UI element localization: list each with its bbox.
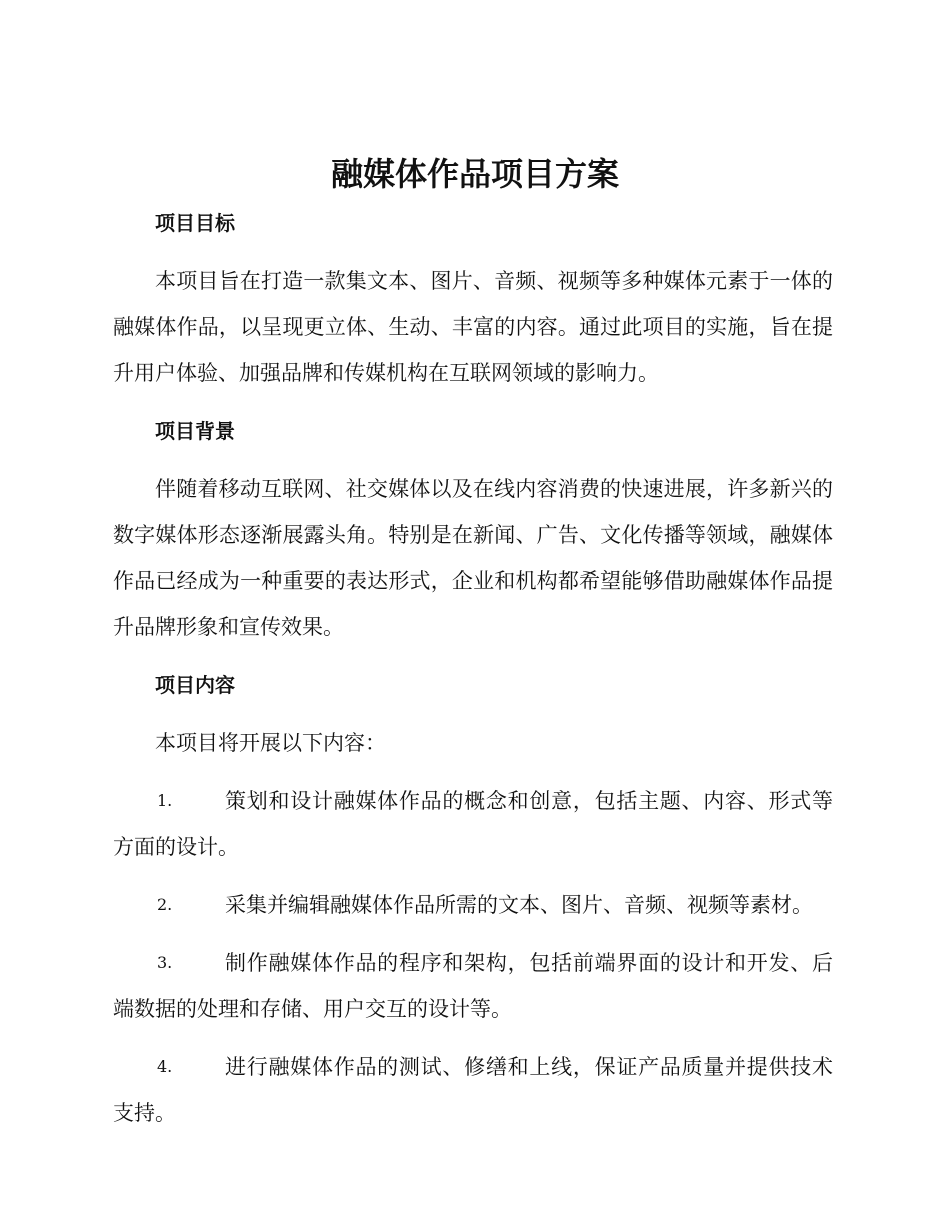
list-item	[113, 1044, 833, 1136]
section-intro-content: 本项目将开展以下内容：	[155, 731, 386, 755]
list-item-text: 策划和设计融媒体作品的概念和创意，包括主题、内容、形式等方面的设计。	[113, 789, 833, 859]
section-paragraph-background: 伴随着移动互联网、社交媒体以及在线内容消费的快速进展，许多新兴的数字媒体形态逐渐展露头角。特别是在新闻、广告、文化传播等领域，融媒体作品已经成为一种重要的表达形式，企业和机构都希望能够借助融媒体作品提升品牌形象和宣传效果。	[113, 477, 833, 639]
list-item-number: 4.	[157, 1057, 173, 1076]
list-item-number: 2.	[157, 895, 173, 914]
list-item-number: 3.	[157, 953, 173, 972]
list-item-number: 1.	[157, 791, 173, 810]
section-heading-background: 项目背景	[155, 419, 235, 443]
list-item	[113, 882, 833, 928]
document-body	[113, 200, 833, 1148]
section-heading-content: 项目内容	[155, 673, 235, 697]
list-item-text: 制作融媒体作品的程序和架构，包括前端界面的设计和开发、后端数据的处理和存储、用户交互的设计等。	[113, 951, 833, 1021]
list-item-text: 进行融媒体作品的测试、修缮和上线，保证产品质量并提供技术支持。	[113, 1055, 833, 1125]
list-item-text: 采集并编辑融媒体作品所需的文本、图片、音频、视频等素材。	[225, 893, 813, 917]
section-heading-goal: 项目目标	[155, 211, 235, 235]
section-paragraph-goal: 本项目旨在打造一款集文本、图片、音频、视频等多种媒体元素于一体的融媒体作品，以呈现更立体、生动、丰富的内容。通过此项目的实施，旨在提升用户体验、加强品牌和传媒机构在互联网领域的影响力。	[113, 269, 833, 385]
list-item	[113, 940, 833, 1032]
list-item	[113, 778, 833, 870]
document-title: 融媒体作品项目方案	[330, 155, 619, 193]
